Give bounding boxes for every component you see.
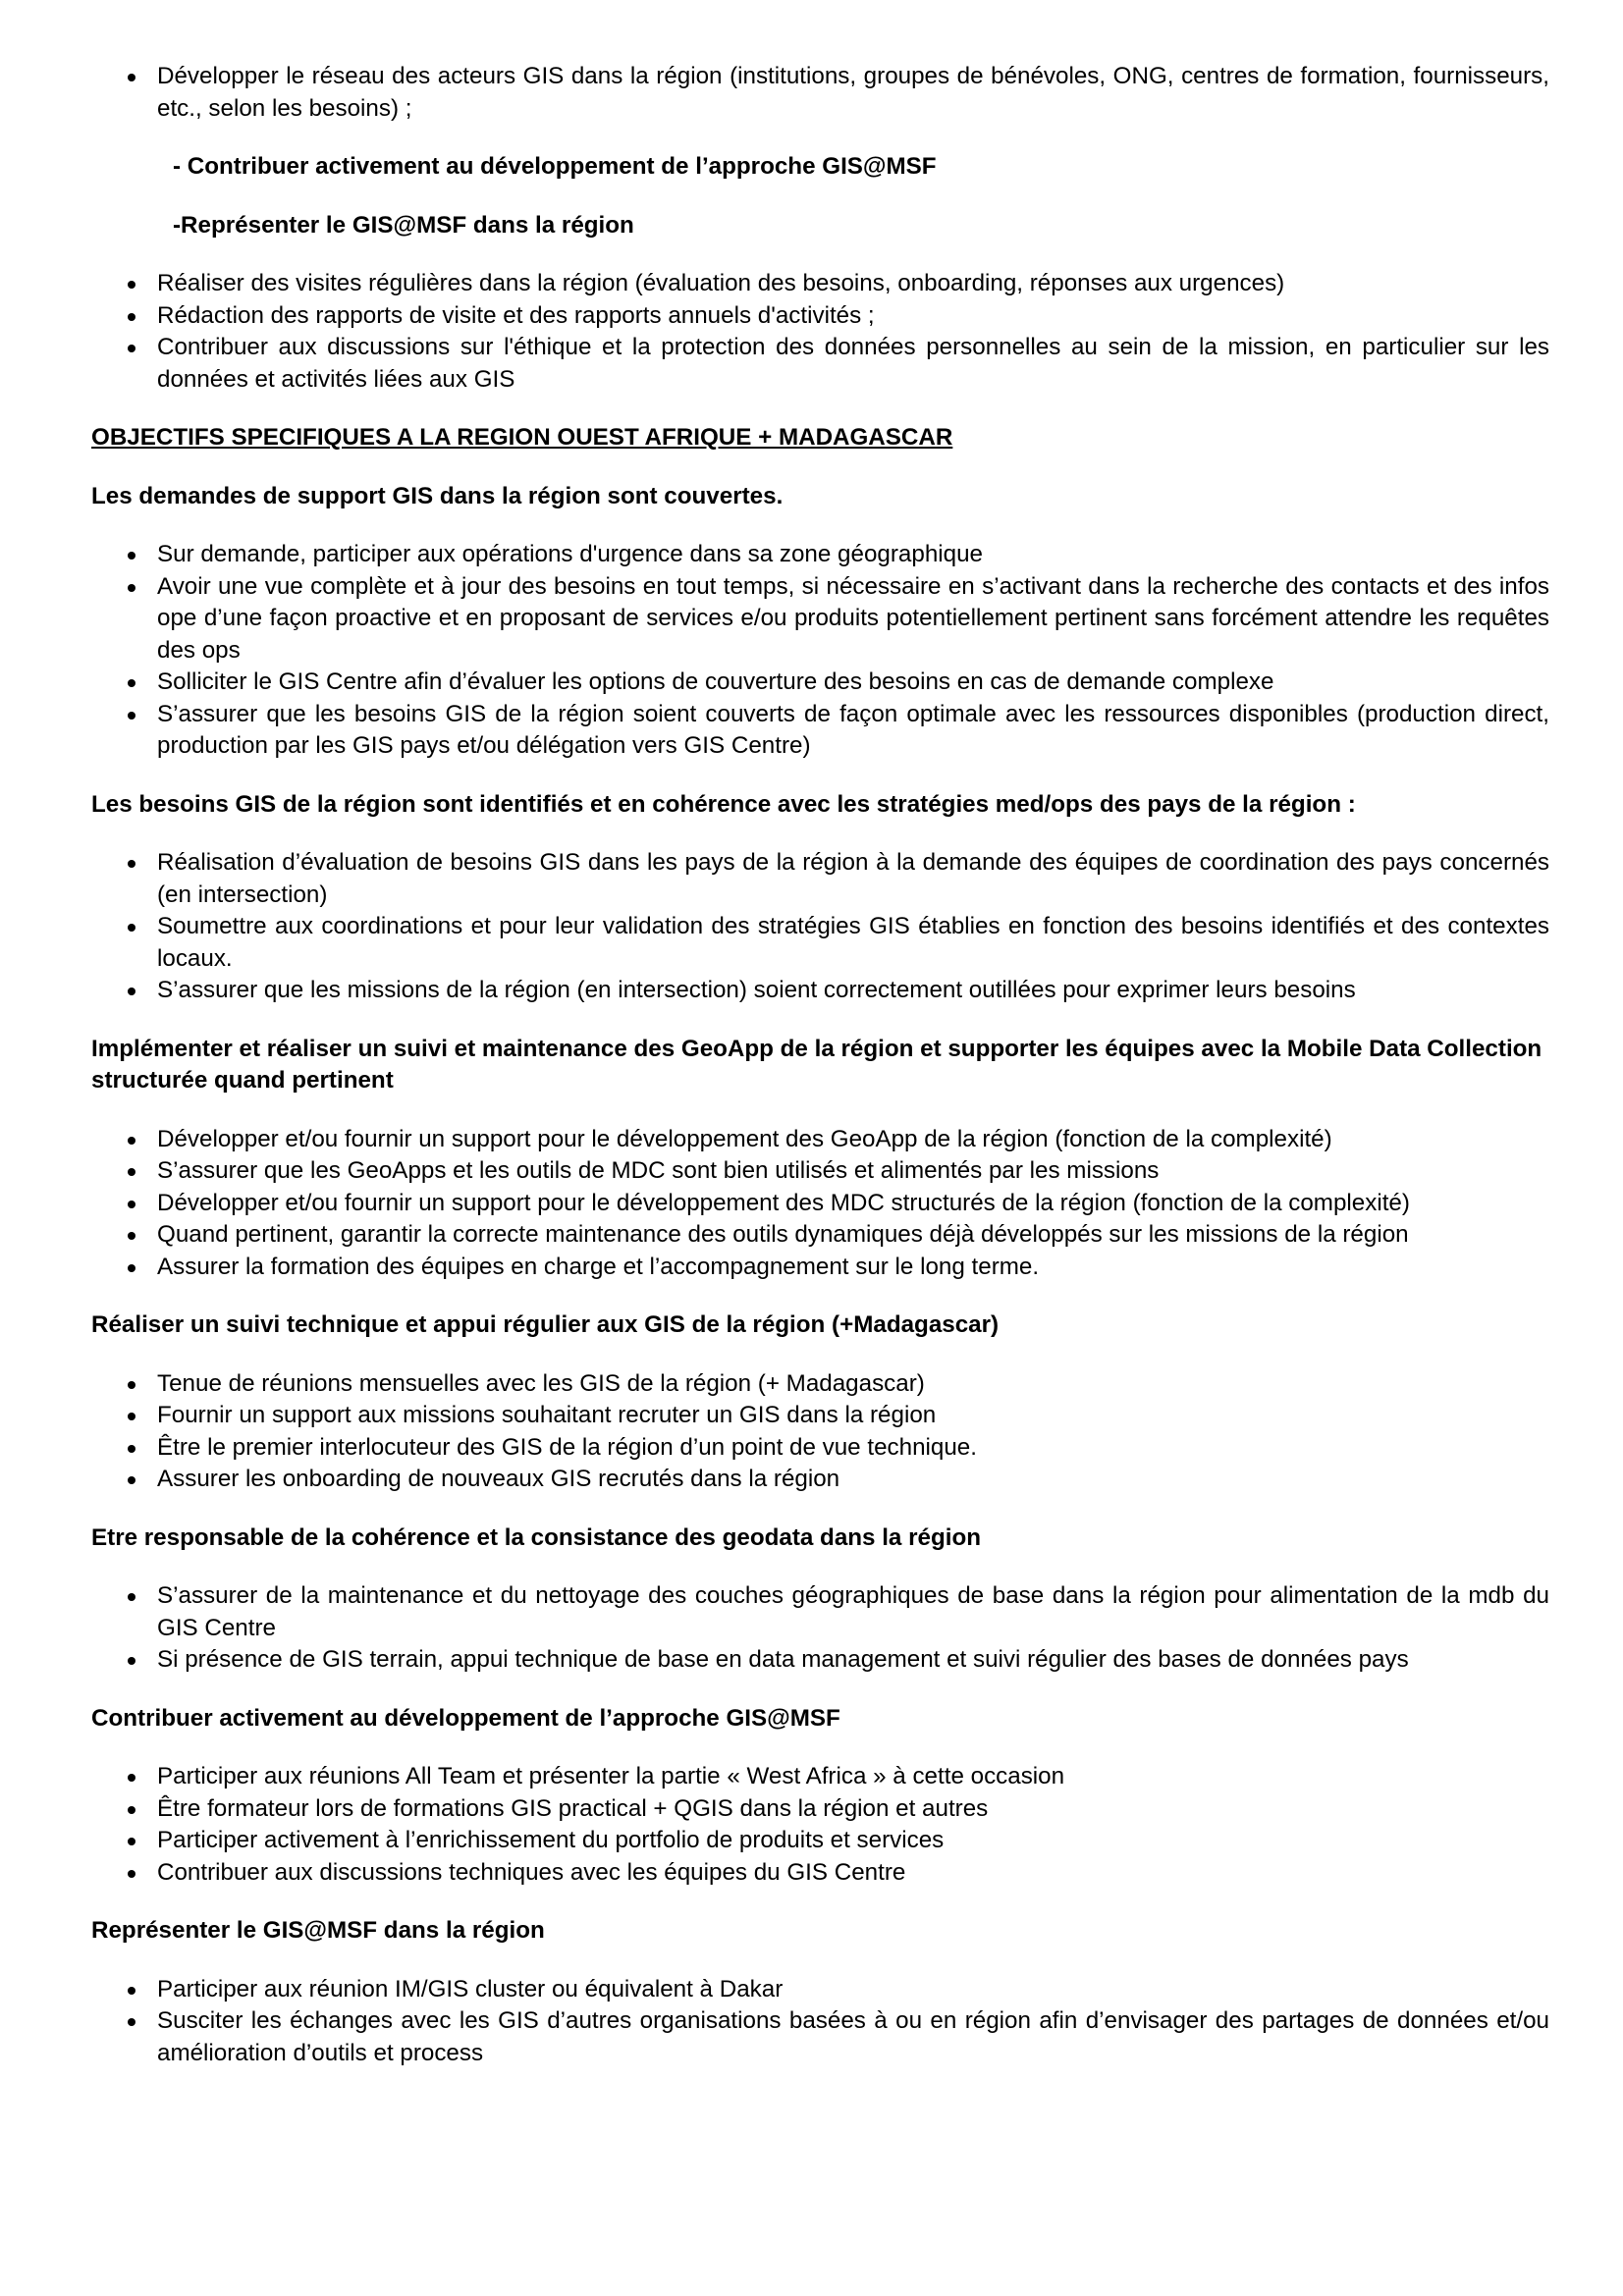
intro-list-2 — [91, 268, 1549, 396]
list-item: Développer et/ou fournir un support pour le développement des MDC structurés de la région (fonction de la complexité) — [157, 1188, 1549, 1220]
intro-list — [91, 61, 1549, 125]
list-item: Si présence de GIS terrain, appui technique de base en data management et suivi régulier des bases de données pays — [157, 1644, 1549, 1677]
section-heading: Contribuer activement au développement de l’approche GIS@MSF — [91, 1704, 840, 1732]
list-item: Contribuer aux discussions sur l'éthique et la protection des données personnelles au sein de la mission, en particulier sur les données et activités liées aux GIS — [157, 332, 1549, 396]
list-item: Fournir un support aux missions souhaitant recruter un GIS dans la région — [157, 1400, 1549, 1432]
list-item: Réaliser des visites régulières dans la région (évaluation des besoins, onboarding, réponses aux urgences) — [157, 268, 1549, 300]
section-list — [91, 1761, 1549, 1889]
section-heading: Implémenter et réaliser un suivi et maintenance des GeoApp de la région et supporter les équipes avec la Mobile Data Collection structurée quand pertinent — [91, 1035, 1542, 1094]
list-item: S’assurer de la maintenance et du nettoyage des couches géographiques de base dans la région pour alimentation de la mdb du GIS Centre — [157, 1580, 1549, 1644]
list-item: Contribuer aux discussions techniques avec les équipes du GIS Centre — [157, 1857, 1549, 1890]
list-item: Assurer les onboarding de nouveaux GIS recrutés dans la région — [157, 1464, 1549, 1496]
list-item: Soumettre aux coordinations et pour leur validation des stratégies GIS établies en fonction des besoins identifiés et des contextes locaux. — [157, 911, 1549, 975]
list-item: Susciter les échanges avec les GIS d’autres organisations basées à ou en région afin d’envisager des partages de données et/ou amélioration d’outils et process — [157, 2005, 1549, 2069]
list-item: Développer le réseau des acteurs GIS dans la région (institutions, groupes de bénévoles, ONG, centres de formation, fournisseurs, etc., selon les besoins) ; — [157, 61, 1549, 125]
list-item: Développer et/ou fournir un support pour le développement des GeoApp de la région (fonction de la complexité) — [157, 1124, 1549, 1156]
section-heading: Réaliser un suivi technique et appui régulier aux GIS de la région (+Madagascar) — [91, 1311, 1000, 1338]
sub-heading: -Représenter le GIS@MSF dans la région — [173, 211, 634, 239]
list-item: Assurer la formation des équipes en charge et l’accompagnement sur le long terme. — [157, 1252, 1549, 1284]
section-list — [91, 1974, 1549, 2070]
list-item: Solliciter le GIS Centre afin d’évaluer les options de couverture des besoins en cas de demande complexe — [157, 667, 1549, 699]
list-item: Sur demande, participer aux opérations d'urgence dans sa zone géographique — [157, 539, 1549, 571]
list-item: Participer aux réunions All Team et présenter la partie « West Africa » à cette occasion — [157, 1761, 1549, 1793]
list-item: S’assurer que les besoins GIS de la région soient couverts de façon optimale avec les ressources disponibles (production direct, production par les GIS pays et/ou délégation vers GIS Centre) — [157, 699, 1549, 763]
section-list — [91, 1580, 1549, 1677]
list-item: Quand pertinent, garantir la correcte maintenance des outils dynamiques déjà développés sur les missions de la région — [157, 1219, 1549, 1252]
list-item: Être formateur lors de formations GIS practical + QGIS dans la région et autres — [157, 1793, 1549, 1826]
section-heading: Etre responsable de la cohérence et la consistance des geodata dans la région — [91, 1523, 982, 1551]
section-heading: Représenter le GIS@MSF dans la région — [91, 1917, 545, 1944]
list-item: S’assurer que les GeoApps et les outils de MDC sont bien utilisés et alimentés par les missions — [157, 1155, 1549, 1188]
section-list — [91, 539, 1549, 763]
section-list — [91, 1124, 1549, 1284]
section-heading: Les demandes de support GIS dans la région sont couvertes. — [91, 482, 784, 509]
list-item: Participer activement à l’enrichissement du portfolio de produits et services — [157, 1825, 1549, 1857]
list-item: Réalisation d’évaluation de besoins GIS dans les pays de la région à la demande des équipes de coordination des pays concernés (en intersection) — [157, 847, 1549, 911]
list-item: Participer aux réunion IM/GIS cluster ou équivalent à Dakar — [157, 1974, 1549, 2006]
sub-heading: - Contribuer activement au développement de l’approche GIS@MSF — [173, 153, 937, 180]
section-list — [91, 847, 1549, 1007]
section-list — [91, 1368, 1549, 1496]
list-item: Rédaction des rapports de visite et des rapports annuels d'activités ; — [157, 300, 1549, 333]
section-heading: Les besoins GIS de la région sont identifiés et en cohérence avec les stratégies med/ops des pays de la région : — [91, 790, 1356, 818]
list-item: Avoir une vue complète et à jour des besoins en tout temps, si nécessaire en s’activant dans la recherche des contacts et des infos ope d’une façon proactive et en proposant de services e/ou produits potentiellement pertinent sans forcément attendre les requêtes des ops — [157, 571, 1549, 667]
main-title: OBJECTIFS SPECIFIQUES A LA REGION OUEST AFRIQUE + MADAGASCAR — [91, 424, 953, 451]
document-page — [91, 61, 1549, 2069]
list-item: Tenue de réunions mensuelles avec les GIS de la région (+ Madagascar) — [157, 1368, 1549, 1401]
list-item: S’assurer que les missions de la région (en intersection) soient correctement outillées pour exprimer leurs besoins — [157, 975, 1549, 1007]
list-item: Être le premier interlocuteur des GIS de la région d’un point de vue technique. — [157, 1432, 1549, 1465]
